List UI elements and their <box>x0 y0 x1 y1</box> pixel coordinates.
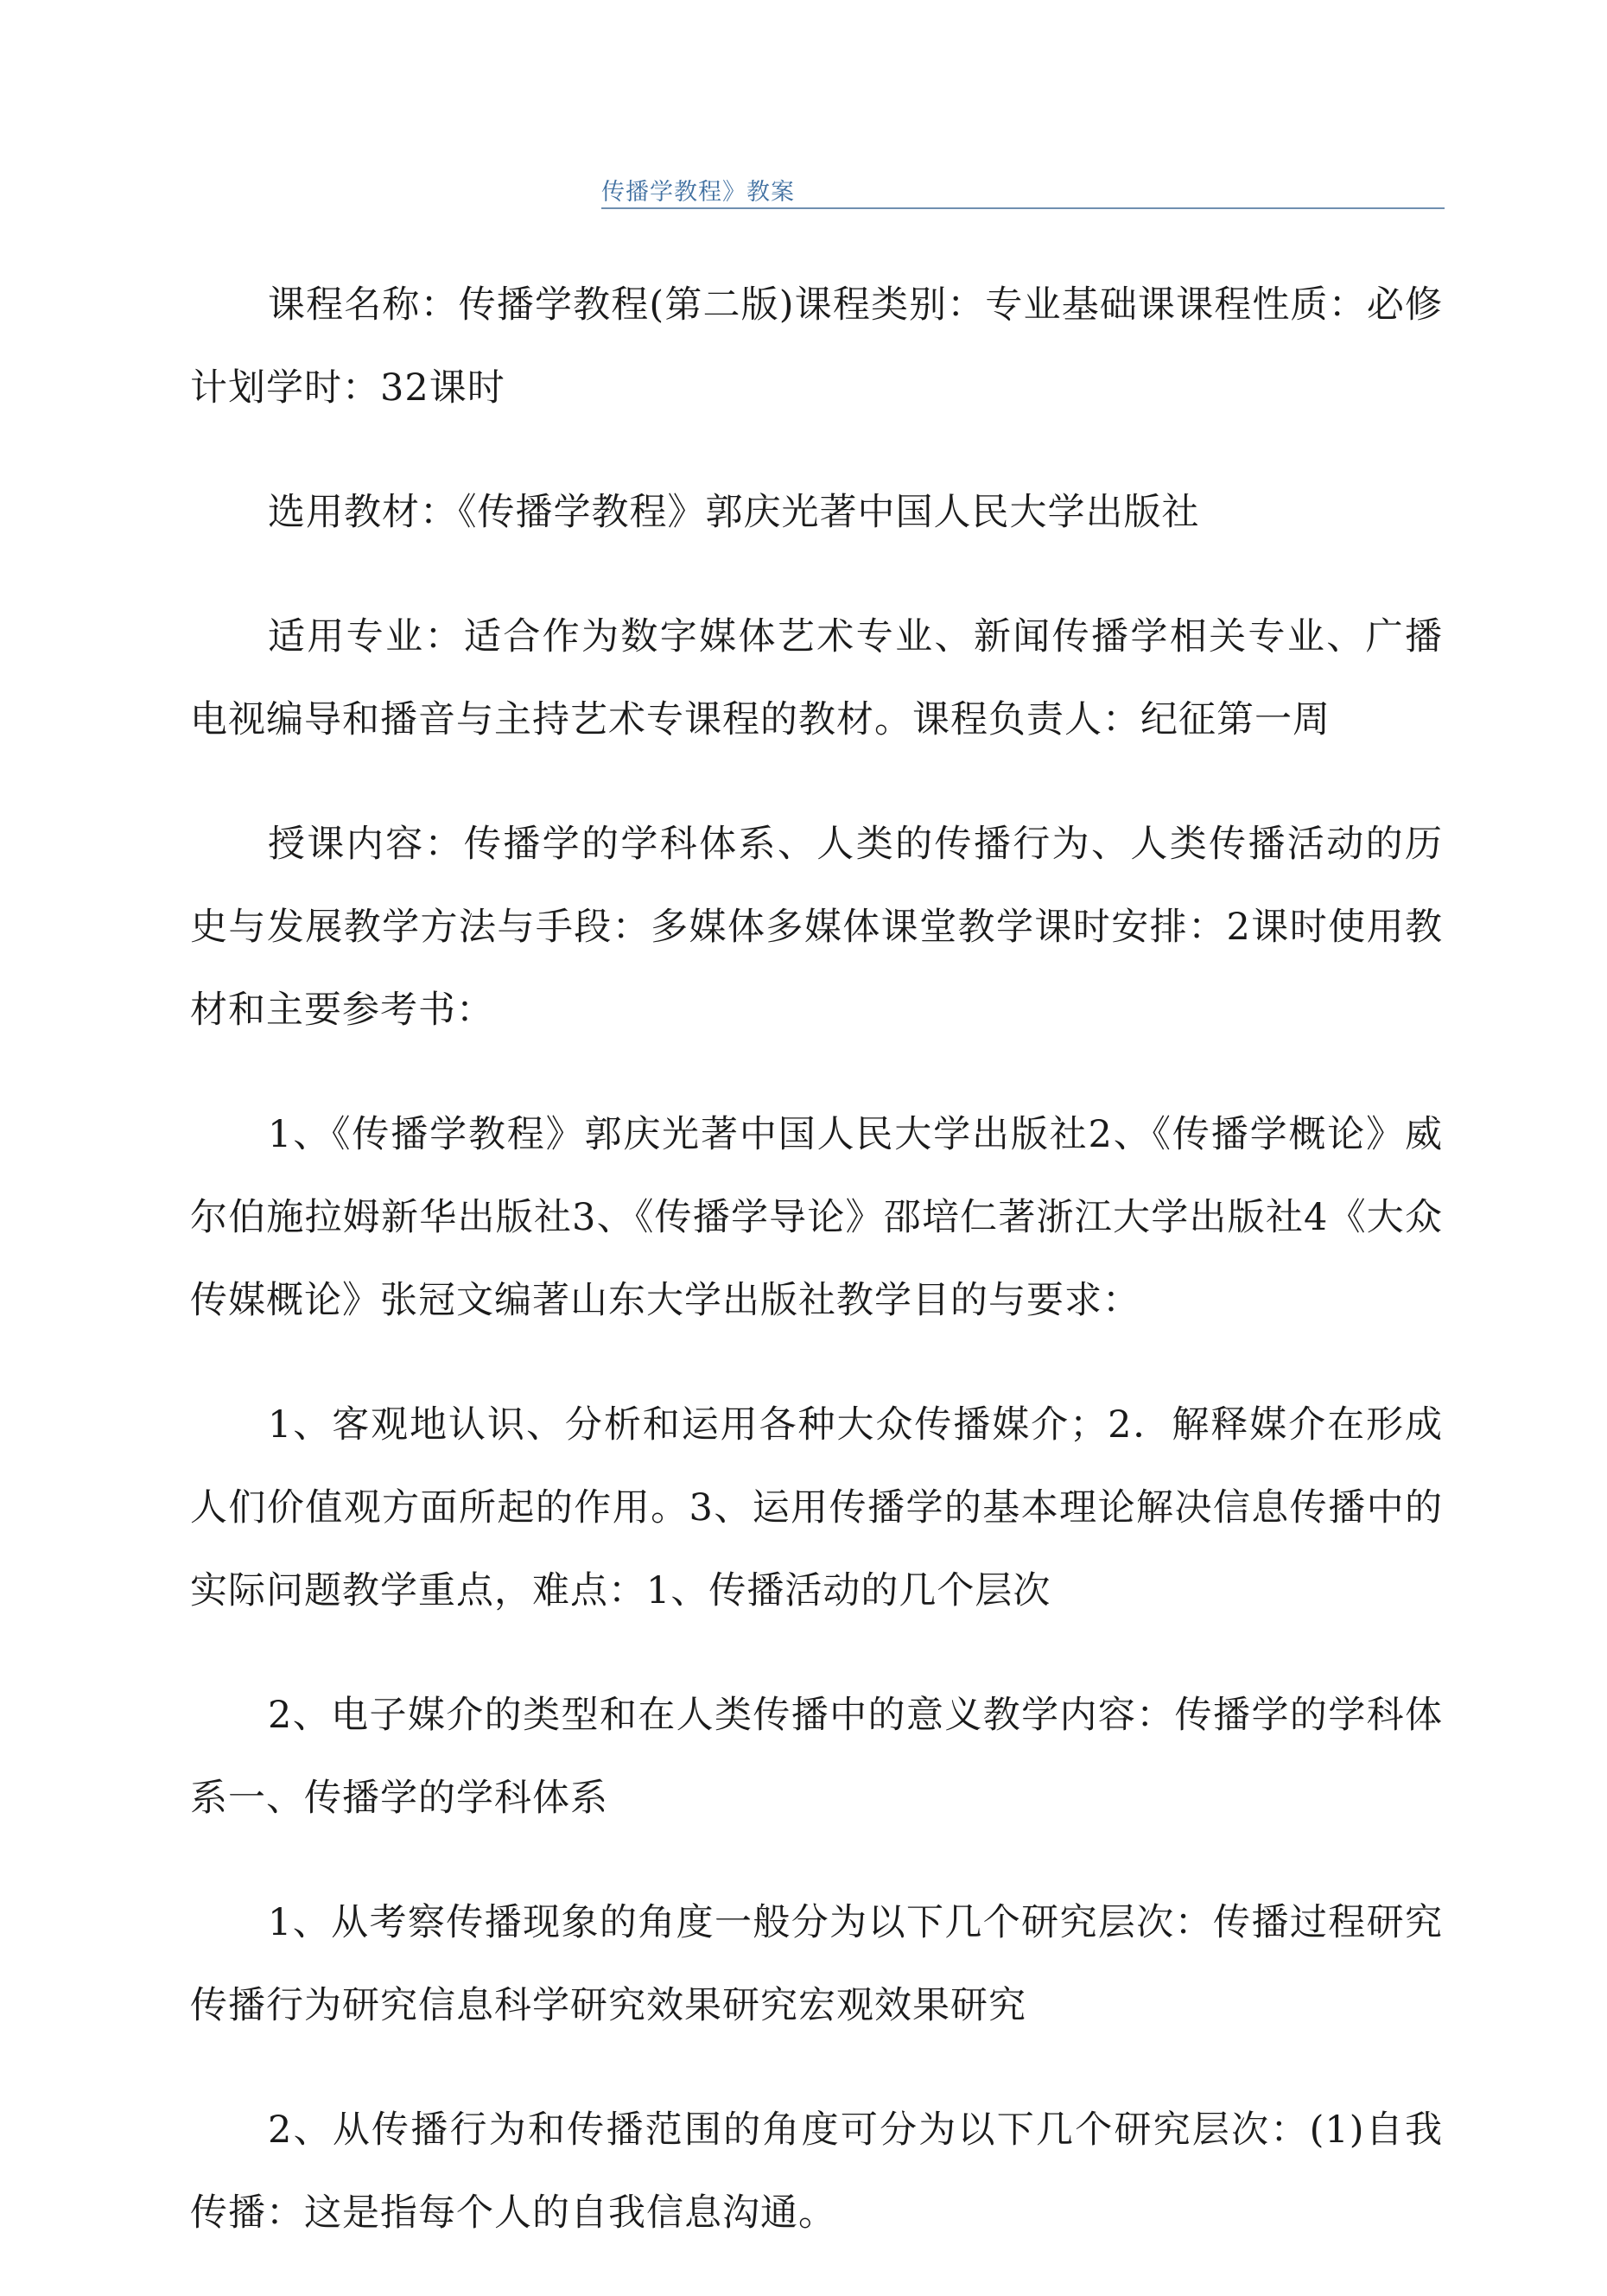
paragraph-research-levels-1: 1、从考察传播现象的角度一般分为以下几个研究层次：传播过程研究传播行为研究信息科学研究效果研究宏观效果研究 <box>190 1901 1443 2027</box>
document-body <box>190 264 1443 2296</box>
page-header <box>601 169 1445 209</box>
paragraph-research-levels-2: 2、从传播行为和传播范围的角度可分为以下几个研究层次：(1)自我传播：这是指每个人的自我信息沟通。 <box>190 2108 1443 2235</box>
paragraph-electronic-media: 2、电子媒介的类型和在人类传播中的意义教学内容：传播学的学科体系一、传播学的学科体系 <box>190 1694 1443 1820</box>
paragraph-majors: 适用专业：适合作为数字媒体艺术专业、新闻传播学相关专业、广播电视编导和播音与主持艺术专课程的教材。课程负责人：纪征第一周 <box>190 615 1443 741</box>
paragraph-textbook: 选用教材：《传播学教程》郭庆光著中国人民大学出版社 <box>268 491 1200 534</box>
paragraph-course-info: 课程名称：传播学教程(第二版)课程类别：专业基础课课程性质：必修计划学时：32课时 <box>190 283 1443 410</box>
paragraph-teaching-content: 授课内容：传播学的学科体系、人类的传播行为、人类传播活动的历史与发展教学方法与手段：多媒体多媒体课堂教学课时安排：2课时使用教材和主要参考书： <box>190 823 1443 1032</box>
paragraph-references: 1、《传播学教程》郭庆光著中国人民大学出版社2、《传播学概论》威尔伯施拉姆新华出版社3、《传播学导论》邵培仁著浙江大学出版社4《大众传媒概论》张冠文编著山东大学出版社教学目的与要求： <box>190 1113 1443 1322</box>
paragraph-objectives: 1、客观地认识、分析和运用各种大众传播媒介；2．解释媒介在形成人们价值观方面所起的作用。3、运用传播学的基本理论解决信息传播中的实际问题教学重点，难点：1、传播活动的几个层次 <box>190 1403 1443 1612</box>
header-title: 传播学教程》教案 <box>601 179 795 206</box>
